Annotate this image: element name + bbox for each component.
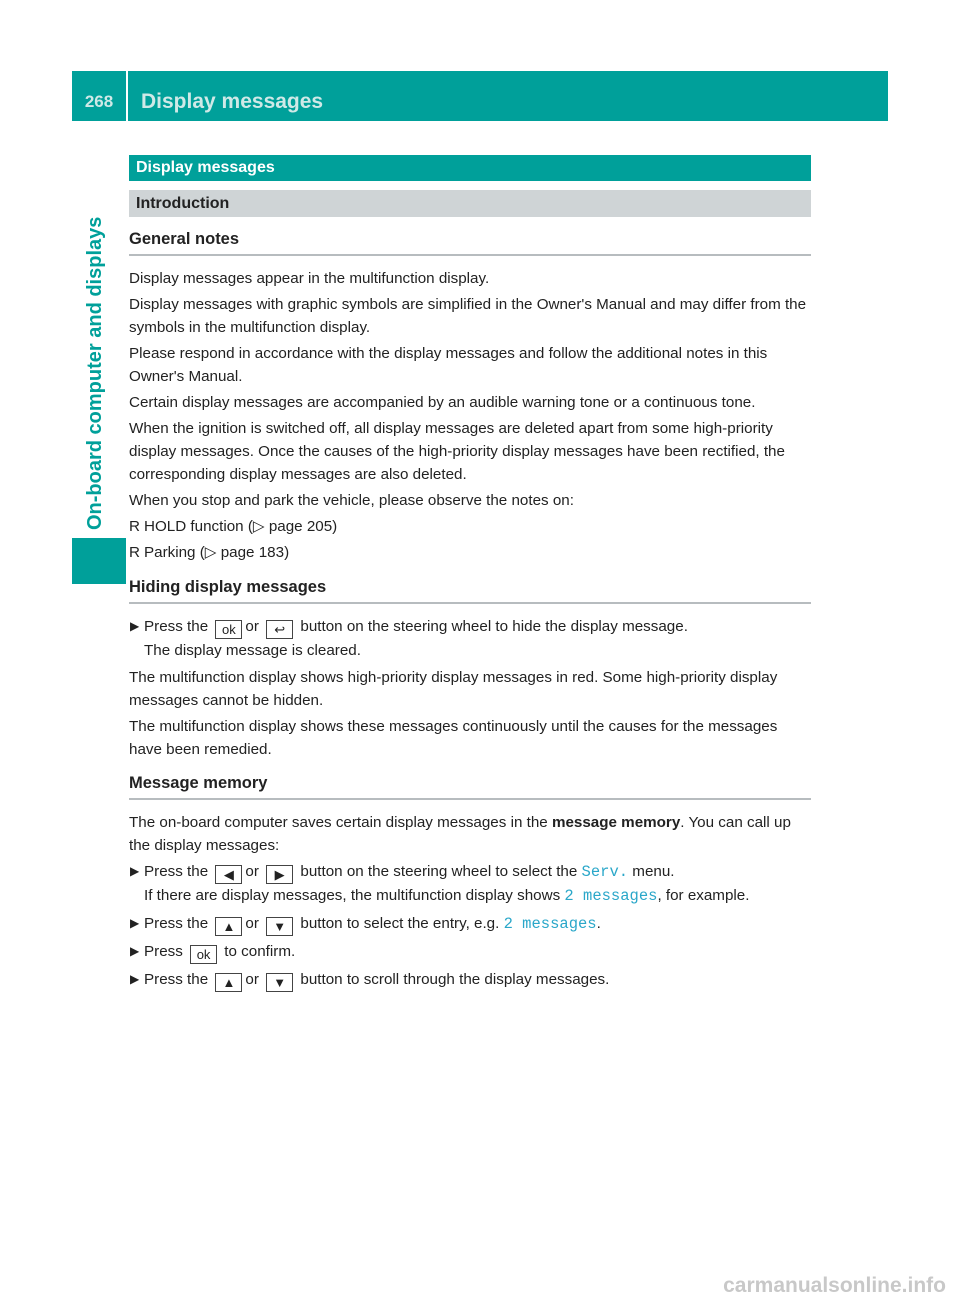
list-item: R HOLD function (▷ page 205) bbox=[129, 515, 811, 538]
subsection-bar: Introduction bbox=[129, 190, 811, 217]
ok-button-icon: ok bbox=[190, 945, 217, 964]
display-text: 2 messages bbox=[503, 915, 597, 933]
paragraph: When you stop and park the vehicle, please observe the notes on: bbox=[129, 492, 574, 509]
watermark: carmanualsonline.info bbox=[723, 1274, 946, 1297]
instruction-step: ▶ Press the ok or ↩ button on the steering wheel to hide the display message. The display message is cleared. bbox=[129, 615, 811, 662]
page-reference-link[interactable]: page 183 bbox=[220, 544, 285, 561]
page-ref-icon: ▷ bbox=[252, 518, 265, 535]
paragraph: Display messages with graphic symbols are simplified in the Owner's Manual and may differ from the symbols in the multifunction display. bbox=[129, 296, 807, 336]
back-button-icon: ↩ bbox=[266, 620, 293, 639]
paragraph: Display messages appear in the multifunction display. bbox=[129, 270, 490, 287]
bullet-marker-icon: R bbox=[129, 544, 140, 561]
instruction-step: ▶ Press the ▲ or ▼ button to select the entry, e.g. 2 messages. bbox=[129, 912, 811, 936]
header-divider bbox=[126, 71, 128, 121]
heading-message-memory: Message memory bbox=[129, 772, 811, 800]
instruction-step: ▶ Press the ▲ or ▼ button to scroll through the display messages. bbox=[129, 968, 811, 992]
step-arrow-icon: ▶ bbox=[130, 972, 140, 986]
bullet-marker-icon: R bbox=[129, 518, 140, 535]
display-text: 2 messages bbox=[564, 887, 658, 905]
bold-term: message memory bbox=[551, 814, 681, 831]
step-arrow-icon: ▶ bbox=[130, 619, 140, 633]
heading-hiding-messages: Hiding display messages bbox=[129, 576, 811, 604]
paragraph: The multifunction display shows these messages continuously until the causes for the messages have been remedied. bbox=[129, 718, 778, 758]
step-arrow-icon: ▶ bbox=[130, 944, 140, 958]
instruction-step: ▶ Press the ◀ or ▶ button on the steering wheel to select the Serv. menu. If there are display messages, the multifunction display shows 2 messages, for example. bbox=[129, 860, 811, 908]
step-result: The display message is cleared. bbox=[144, 642, 361, 659]
up-button-icon: ▲ bbox=[215, 917, 242, 936]
paragraph: The on-board computer saves certain display messages in the message memory. You can call up the display messages: bbox=[129, 814, 791, 854]
paragraph: When the ignition is switched off, all display messages are deleted apart from some high-priority display messages. Once the causes of the high-priority display messages have been rectified, the corresponding display messages are also deleted. bbox=[129, 420, 785, 483]
side-tab-block bbox=[72, 538, 126, 584]
page-ref-icon: ▷ bbox=[204, 544, 217, 561]
paragraph: Please respond in accordance with the display messages and follow the additional notes in this Owner's Manual. bbox=[129, 345, 768, 385]
left-button-icon: ◀ bbox=[215, 865, 242, 884]
instruction-step: ▶ Press ok to confirm. bbox=[129, 940, 811, 964]
side-tab-label: On-board computer and displays bbox=[84, 216, 106, 530]
up-button-icon: ▲ bbox=[215, 973, 242, 992]
down-button-icon: ▼ bbox=[266, 973, 293, 992]
step-arrow-icon: ▶ bbox=[130, 916, 140, 930]
down-button-icon: ▼ bbox=[266, 917, 293, 936]
paragraph: The multifunction display shows high-priority display messages in red. Some high-priority display messages cannot be hidden. bbox=[129, 669, 778, 709]
right-button-icon: ▶ bbox=[266, 865, 293, 884]
main-content bbox=[129, 155, 811, 996]
step-arrow-icon: ▶ bbox=[130, 864, 140, 878]
section-bar: Display messages bbox=[129, 155, 811, 181]
step-result: If there are display messages, the multifunction display shows 2 messages, for example. bbox=[144, 887, 750, 905]
page-title: Display messages bbox=[141, 90, 324, 113]
paragraph: Certain display messages are accompanied by an audible warning tone or a continuous tone. bbox=[129, 394, 756, 411]
page-reference-link[interactable]: page 205 bbox=[268, 518, 333, 535]
bullet-list bbox=[129, 515, 811, 564]
heading-general-notes: General notes bbox=[129, 228, 811, 256]
list-item: R Parking (▷ page 183) bbox=[129, 541, 811, 564]
page-number: 268 bbox=[84, 92, 114, 111]
display-text: Serv. bbox=[581, 863, 629, 881]
ok-button-icon: ok bbox=[215, 620, 242, 639]
